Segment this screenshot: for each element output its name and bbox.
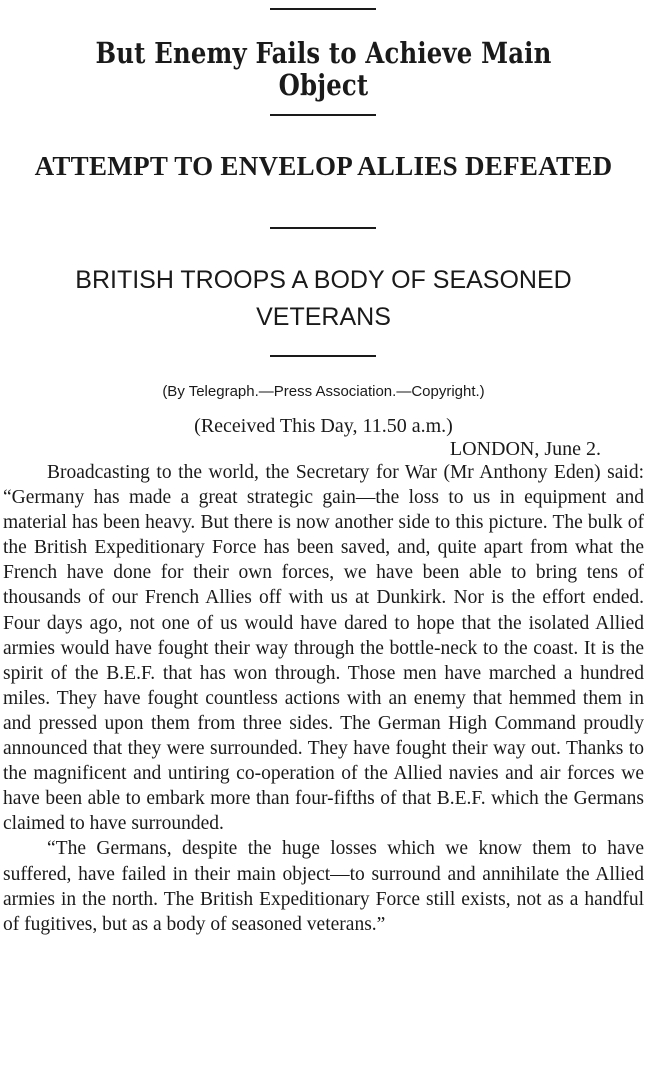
main-headline: But Enemy Fails to Achieve Main Object: [95, 36, 552, 102]
received-time: (Received This Day, 11.50 a.m.): [194, 415, 453, 437]
dateline: LONDON, June 2.: [449, 438, 601, 460]
article-body: [3, 460, 644, 937]
tertiary-headline: BRITISH TROOPS A BODY OF SEASONED VETERANS: [75, 266, 572, 331]
divider-rule: [270, 8, 376, 10]
divider-rule: [270, 114, 376, 116]
secondary-headline: ATTEMPT TO ENVELOP ALLIES DEFEATED: [34, 151, 613, 181]
article-paragraph: Broadcasting to the world, the Secretary for War (Mr Anthony Eden) said: “Germany has made a great strategic gain—the loss to us in equipment and material has been heavy. But there is now another side to this picture. The bulk of the British Expeditionary Force has been saved, and, quite apart from what the French have done for their own forces, we have been able to bring tens of thousands of our French Allies off with us at Dunkirk. Nor is the effort ended. Four days ago, not one of us would have dared to hope that the isolated Allied armies would have fought their way through the bottle-neck to the coast. It is the spirit of the B.E.F. that has won through. Those men have marched a hundred miles. They have fought countless actions with an enemy that hemmed them in and pressed upon them from three sides. The German High Command proudly announced that they were surrounded. They have fought their way out. Thanks to the magnificent and untiring co-operation of the Allied navies and air forces we have been able to embark more than four-fifths of that B.E.F. which the Germans claimed to have surrounded.: [3, 462, 644, 835]
divider-rule: [270, 355, 376, 357]
press-credit: (By Telegraph.—Press Association.—Copyright.): [162, 383, 485, 400]
article-paragraph: “The Germans, despite the huge losses which we know them to have suffered, have failed in their main object—to surround and annihilate the Allied armies in the north. The British Expeditionary Force still exists, not as a handful of fugitives, but as a body of seasoned veterans.”: [3, 838, 644, 935]
divider-rule: [270, 227, 376, 229]
